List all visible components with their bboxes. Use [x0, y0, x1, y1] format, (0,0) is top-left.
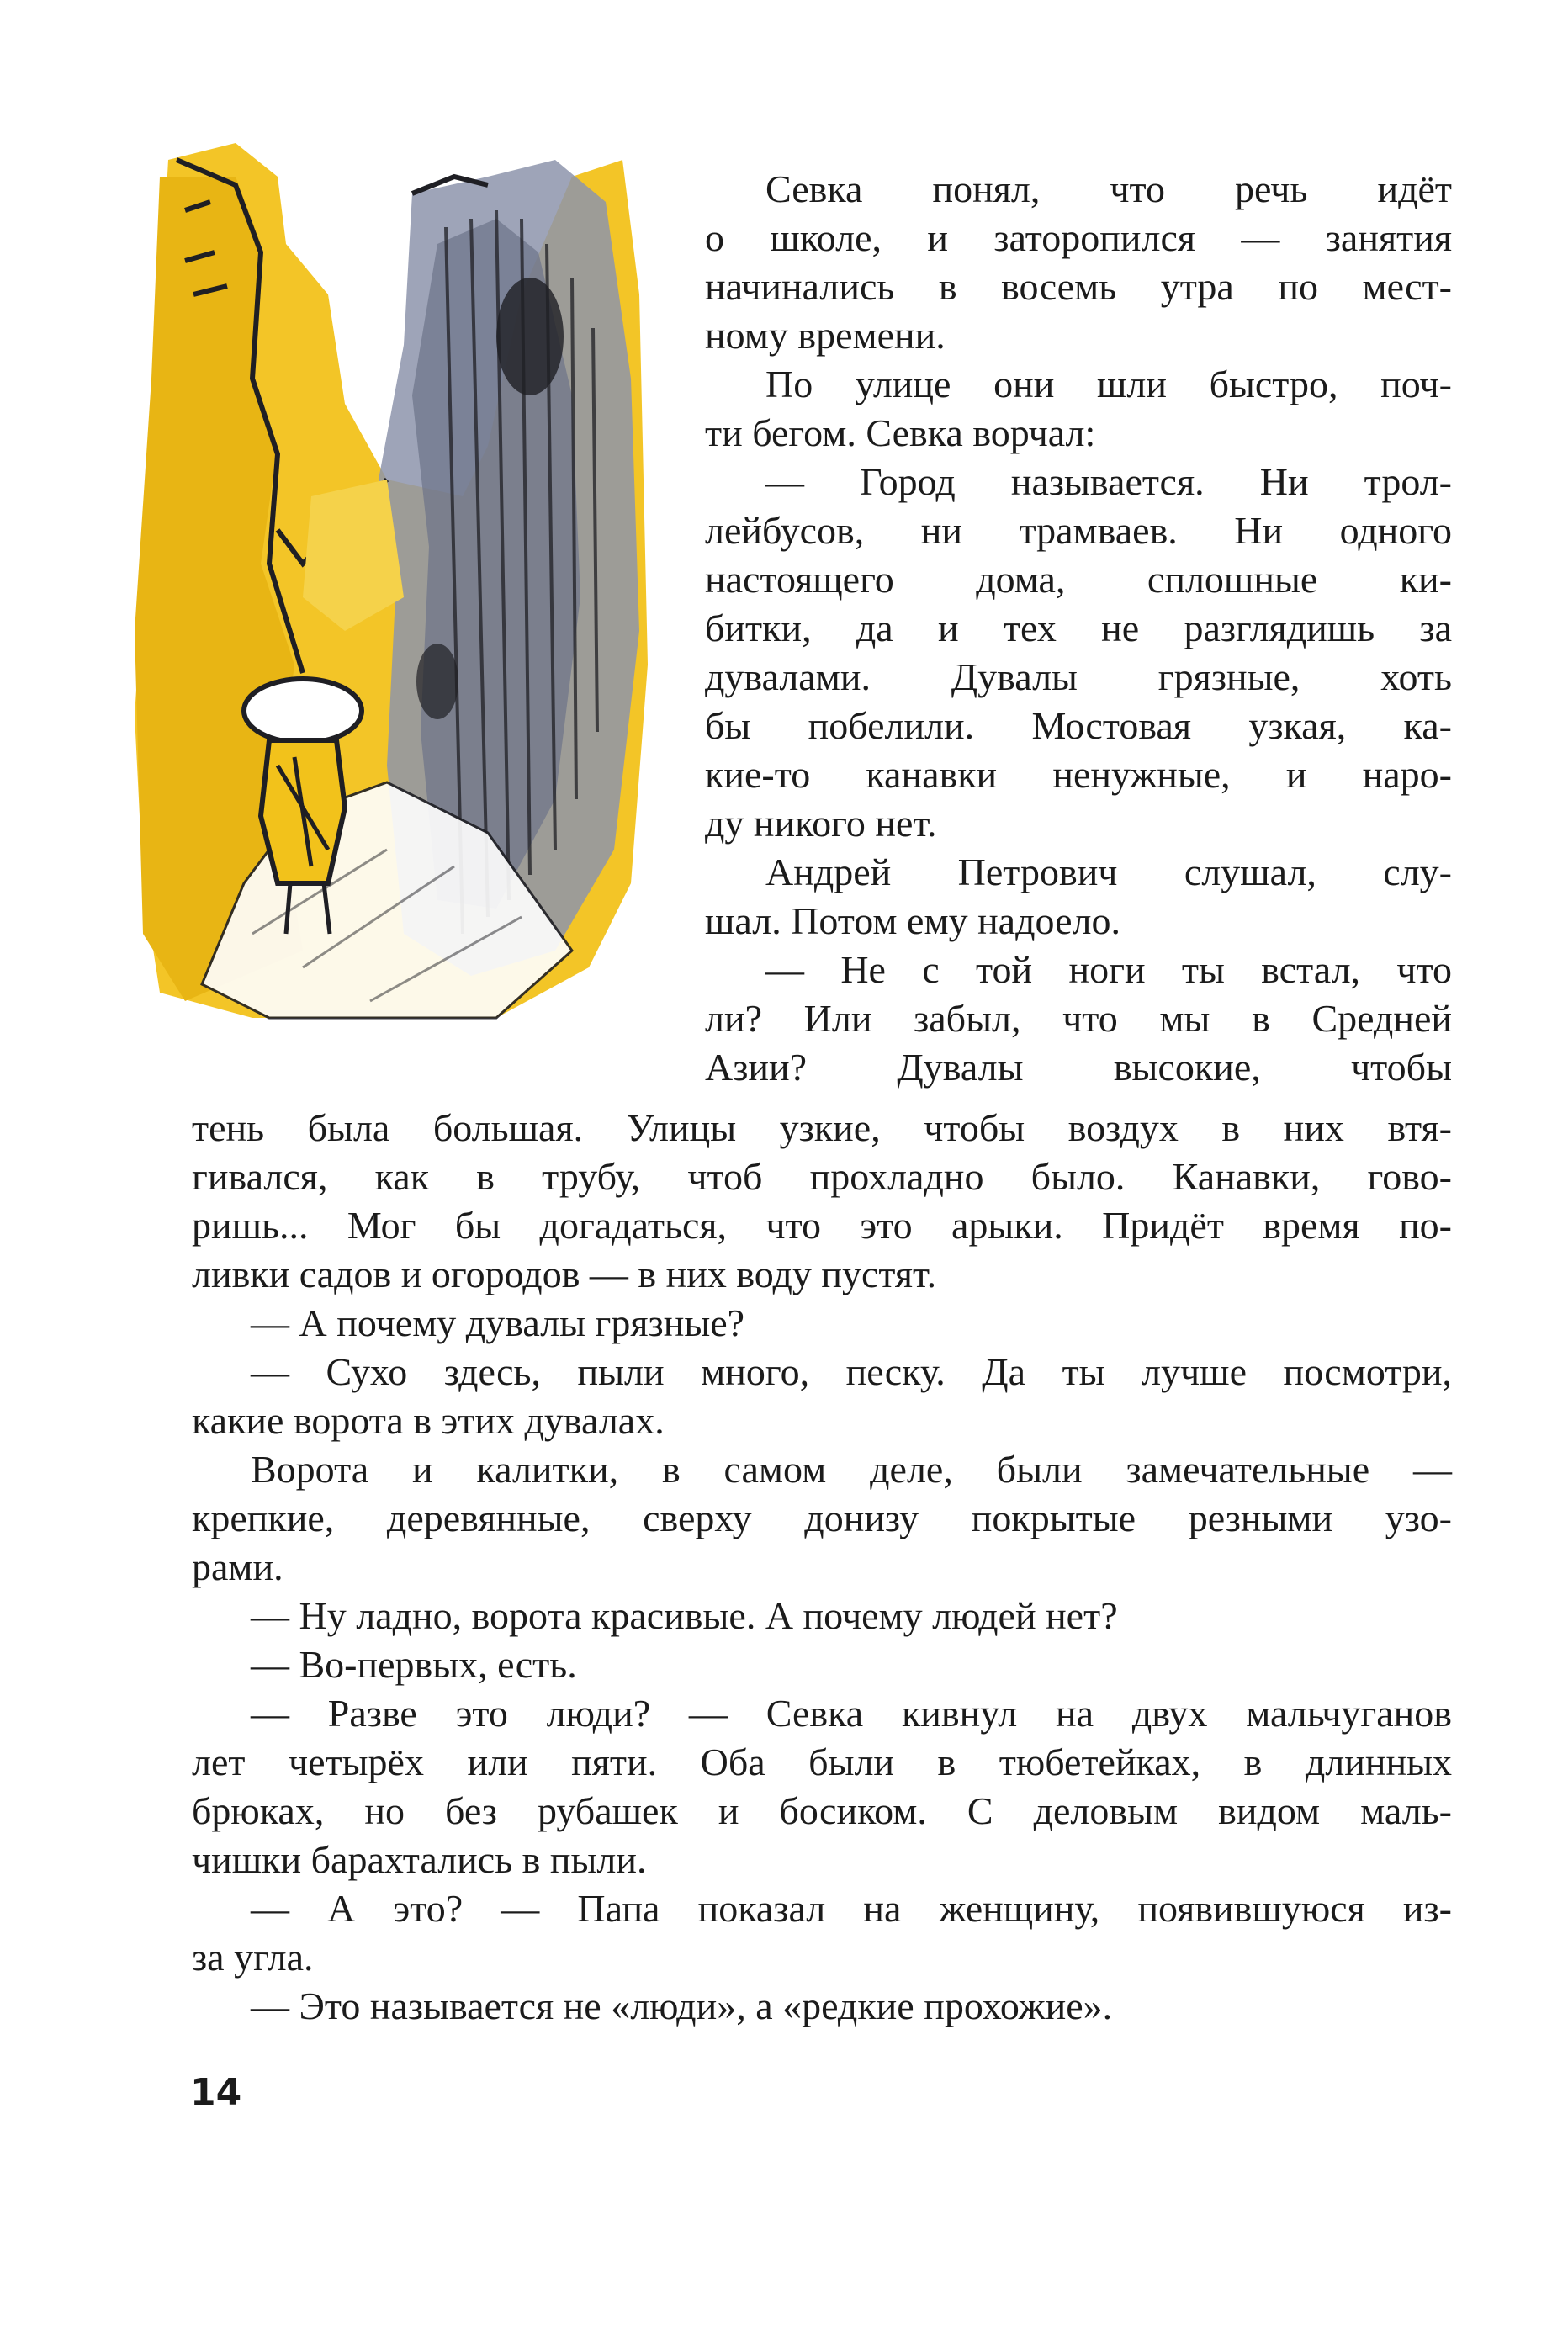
text-line: — Разве это люди? — Севка кивнул на двух мальчуганов [251, 1692, 1452, 1735]
text-line: за угла. [192, 1936, 314, 1979]
text-line: шал. Потом ему надоело. [705, 899, 1120, 942]
text-line: ти бегом. Севка ворчал: [705, 411, 1096, 454]
text-line: — Не с той ноги ты встал, что [765, 948, 1452, 991]
text-line: Севка понял, что речь идёт [765, 167, 1452, 210]
text-line: бы побелили. Мостовая узкая, ка- [705, 704, 1452, 747]
text-column-beside-illustration [705, 165, 1452, 1092]
text-line: — Это называется не «люди», а «редкие прохожие». [251, 1984, 1113, 2027]
text-line: кие-то канавки ненужные, и наро- [705, 753, 1452, 796]
text-line: — Город называется. Ни трол- [765, 460, 1452, 503]
text-line: настоящего дома, сплошные ки- [705, 558, 1452, 601]
text-line: — А это? — Папа показал на женщину, появившуюся из- [251, 1887, 1452, 1930]
text-line: крепкие, деревянные, сверху донизу покрытые резными узо- [192, 1497, 1452, 1539]
text-line: ду никого нет. [705, 802, 937, 845]
street-illustration [135, 126, 681, 1035]
text-line: какие ворота в этих дувалах. [192, 1399, 665, 1442]
text-line: — А почему дувалы грязные? [251, 1301, 745, 1344]
text-line: Ворота и калитки, в самом деле, были замечательные — [251, 1448, 1452, 1491]
text-line: Азии? Дувалы высокие, чтобы [705, 1046, 1452, 1089]
text-line: ному времени. [705, 314, 946, 357]
text-line: дувалами. Дувалы грязные, хоть [705, 655, 1452, 698]
text-line: чишки барахтались в пыли. [192, 1838, 647, 1881]
text-line: лейбусов, ни трамваев. Ни одного [705, 509, 1452, 552]
text-line: брюках, но без рубашек и босиком. С деловым видом маль- [192, 1789, 1452, 1832]
text-line: битки, да и тех не разглядишь за [705, 607, 1452, 649]
text-line: гивался, как в трубу, чтоб прохладно было. Канавки, гово- [192, 1155, 1452, 1198]
text-line: ли? Или забыл, что мы в Средней [705, 997, 1452, 1040]
text-line: — Сухо здесь, пыли много, песку. Да ты лучше посмотри, [251, 1350, 1452, 1393]
text-line: Андрей Петрович слушал, слу- [765, 850, 1452, 893]
text-block-full-width [192, 1104, 1452, 2031]
text-line: По улице они шли быстро, поч- [765, 363, 1452, 405]
text-line: рами. [192, 1545, 283, 1588]
page-number: 14 [190, 2071, 242, 2114]
text-line: — Во-первых, есть. [251, 1643, 577, 1686]
text-line: начинались в восемь утра по мест- [705, 265, 1452, 308]
text-line: ришь... Мог бы догадаться, что это арыки. Придёт время по- [192, 1204, 1452, 1247]
text-line: лет четырёх или пяти. Оба были в тюбетейках, в длинных [192, 1741, 1452, 1783]
text-line: ливки садов и огородов — в них воду пустят. [192, 1253, 937, 1295]
text-line: о школе, и заторопился — занятия [705, 216, 1452, 259]
text-line: тень была большая. Улицы узкие, чтобы воздух в них втя- [192, 1106, 1452, 1149]
text-line: — Ну ладно, ворота красивые. А почему людей нет? [251, 1594, 1118, 1637]
